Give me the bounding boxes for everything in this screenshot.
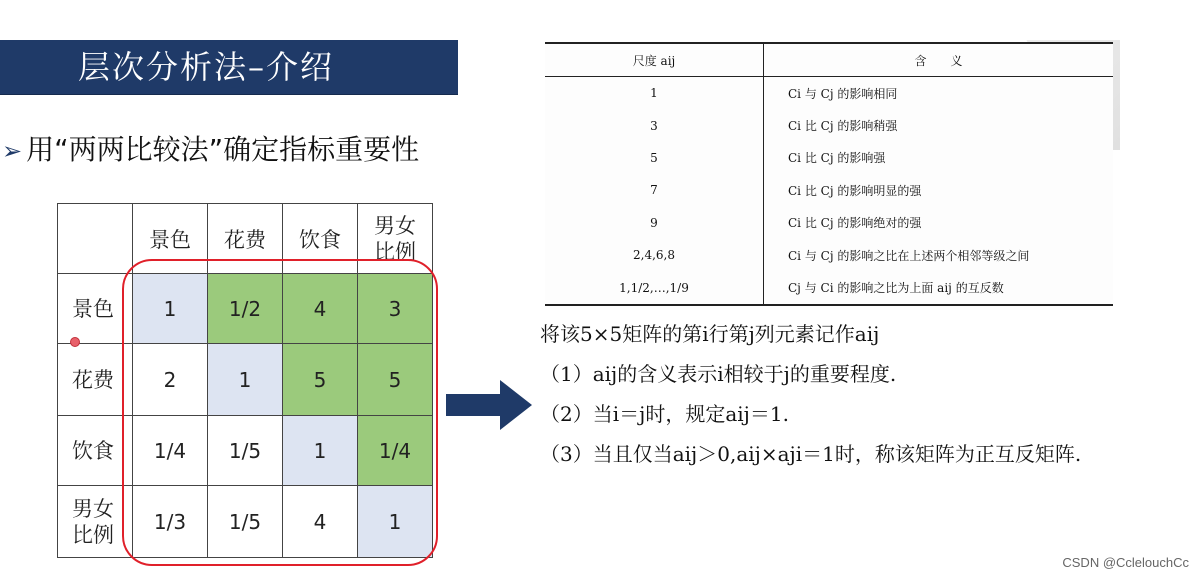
scale-meaning: Ci 比 Cj 的影响强: [788, 151, 886, 166]
matrix-cell: 5: [358, 344, 433, 416]
matrix-cell: 1/2: [208, 274, 283, 344]
scale-value: 1,1/2,…,1/9: [545, 271, 764, 304]
col-header: 花费: [208, 204, 283, 274]
matrix-cell: 1/4: [358, 416, 433, 486]
matrix-cell: 5: [283, 344, 358, 416]
cursor-dot-icon: [70, 337, 80, 347]
definition-item-3: （3）当且仅当aij＞0,aij×aji＝1时，称该矩阵为正互反矩阵.: [540, 442, 1082, 466]
scale-value: 1: [545, 77, 764, 110]
matrix-cell: 1/4: [133, 416, 208, 486]
col-header: 景色: [133, 204, 208, 274]
row-header: 花费: [58, 344, 133, 416]
matrix-cell: 1/3: [133, 486, 208, 558]
matrix-cell: 4: [283, 274, 358, 344]
scale-value: 2,4,6,8: [545, 239, 764, 271]
scale-meaning: Cj 与 Ci 的影响之比为上面 aij 的互反数: [764, 271, 1114, 304]
meaning-header: 含 义: [764, 43, 1114, 77]
right-arrow-icon: [446, 380, 532, 430]
scale-meaning: Ci 与 Cj 的影响之比在上述两个相邻等级之间: [788, 248, 1030, 263]
definition-item-2: （2）当i＝j时，规定aij＝1.: [540, 402, 789, 426]
watermark: CSDN @CclelouchCc: [1062, 555, 1189, 570]
definition-intro: 将该5×5矩阵的第i行第j列元素记作aij: [540, 322, 880, 346]
matrix-cell: 1: [358, 486, 433, 558]
page-title: 层次分析法–介绍: [78, 48, 335, 86]
matrix-cell: 1: [208, 344, 283, 416]
matrix-cell: 3: [358, 274, 433, 344]
scale-table: [545, 42, 1113, 306]
scale-table-image: [545, 42, 1113, 300]
scale-meaning: Ci 比 Cj 的影响明显的强: [788, 183, 922, 198]
matrix-cell: 2: [133, 344, 208, 416]
row-header-label: 男女比例: [72, 496, 114, 547]
scale-value: 3: [545, 109, 764, 141]
scale-value: 5: [545, 142, 764, 174]
highlight-frame: [122, 259, 438, 566]
scale-meaning: Ci 比 Cj 的影响稍强: [788, 119, 898, 134]
scale-value: 7: [545, 174, 764, 206]
matrix-cell: 4: [283, 486, 358, 558]
col-header-label: 男女比例: [374, 213, 416, 264]
bullet-point: [2, 128, 419, 172]
matrix-cell: 1/5: [208, 486, 283, 558]
matrix-cell: 1: [283, 416, 358, 486]
scale-value: 9: [545, 207, 764, 239]
matrix-cell: 1: [133, 274, 208, 344]
bullet-text: 用“两两比较法”确定指标重要性: [26, 133, 420, 166]
col-header: 饮食: [283, 204, 358, 274]
definition-item-1: （1）aij的含义表示i相较于j的重要程度.: [540, 362, 897, 386]
scale-meaning: Ci 与 Cj 的影响相同: [788, 86, 898, 101]
row-header: 饮食: [58, 416, 133, 486]
scale-meaning: Ci 比 Cj 的影响绝对的强: [788, 216, 922, 231]
definitions-block: [540, 316, 1200, 476]
title-banner: [0, 40, 458, 94]
matrix-corner: [58, 204, 133, 274]
matrix-cell: 1/5: [208, 416, 283, 486]
bullet-arrow-icon: ➢: [2, 137, 23, 165]
scale-header: 尺度 aij: [545, 43, 764, 77]
row-header: 景色: [58, 274, 133, 344]
